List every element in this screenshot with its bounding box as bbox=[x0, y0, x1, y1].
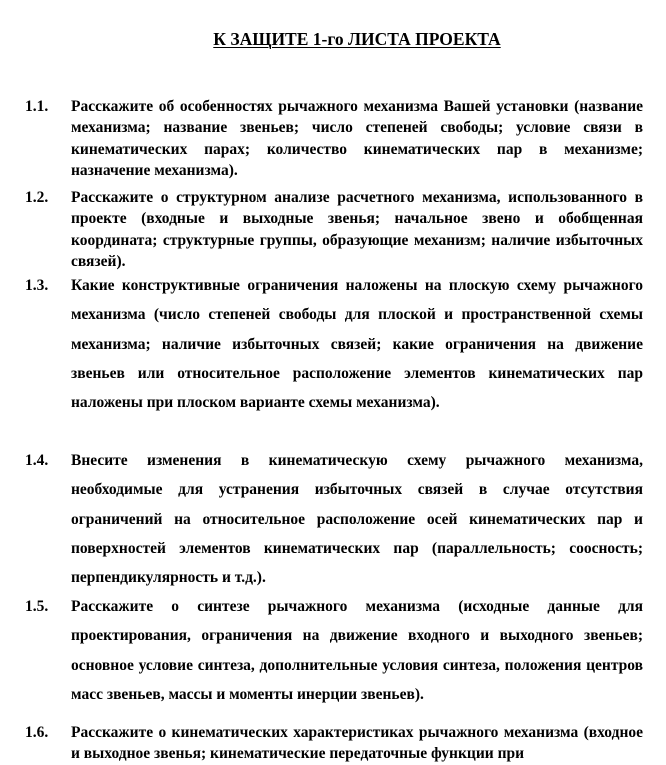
question-number: 1.3. bbox=[25, 277, 49, 294]
page-title: К ЗАЩИТЕ 1-го ЛИСТА ПРОЕКТА bbox=[213, 29, 501, 49]
question-text: Расскажите о синтезе рычажного механизма (исходные данные для проектирования, ограничения на движение входного и выходного звеньев; основное условие синтеза, дополнительные условия синтеза, положения центров масс звеньев, массы и моменты инерции звеньев). bbox=[71, 598, 643, 703]
question-text: Внесите изменения в кинематическую схему рычажного механизма, необходимые для устранения избыточных связей в случае отсутствия ограничений на относительное расположение осей кинематических пар и поверхностей элементов кинематических пар (параллельность; соосность; перпендикулярность и т.д.). bbox=[71, 452, 643, 587]
question-number: 1.2. bbox=[25, 189, 49, 206]
question-number: 1.6. bbox=[25, 724, 49, 741]
question-text: Расскажите об особенностях рычажного механизма Вашей установки (название механизма; название звеньев; число степеней свободы; условие связи в кинематических парах; количество кинематических пар в механизме; назначение механизма). bbox=[71, 98, 643, 179]
question-text: Расскажите о структурном анализе расчетного механизма, использованного в проекте (входные и выходные звенья; начальное звено и обобщенная координата; структурные группы, образующие механизм; наличие избыточных связей). bbox=[71, 189, 643, 270]
question-text: Какие конструктивные ограничения наложены на плоскую схему рычажного механизма (число степеней свободы для плоской и пространственной схемы механизма; наличие избыточных связей; какие ограничения на движение звеньев или относительное расположение элементов кинематических пар наложены при плоском варианте схемы механизма). bbox=[71, 277, 643, 412]
question-text: Расскажите о кинематических характеристиках рычажного механизма (входное и выходное звенья; кинематические передаточные функции при bbox=[71, 724, 643, 763]
question-number: 1.5. bbox=[25, 598, 49, 615]
question-number: 1.1. bbox=[25, 98, 49, 115]
question-number: 1.4. bbox=[25, 452, 49, 469]
